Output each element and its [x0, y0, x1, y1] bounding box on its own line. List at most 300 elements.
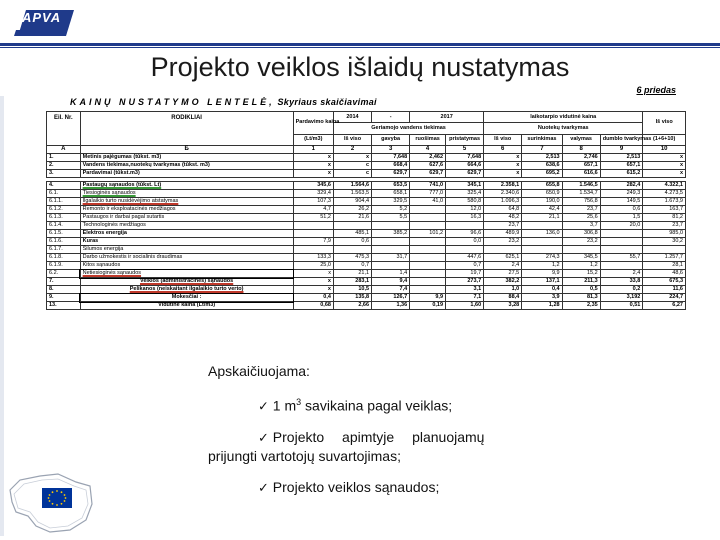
- col-treatment: ruošimas: [410, 134, 446, 145]
- col-total: Iš viso: [333, 134, 371, 145]
- value-cell: 41,0: [410, 198, 446, 206]
- row-label: Šilumos energija: [80, 246, 293, 254]
- value-cell: 30,2: [643, 238, 686, 246]
- value-cell: 5,5: [372, 214, 410, 222]
- value-cell: 985,0: [643, 230, 686, 238]
- index-cell: 7: [522, 146, 562, 154]
- value-cell: [600, 238, 643, 246]
- value-cell: 4.273,5: [643, 190, 686, 198]
- value-cell: 48,6: [643, 270, 686, 278]
- logo-text: APVA: [22, 10, 62, 25]
- value-cell: 7,9: [293, 238, 333, 246]
- value-cell: 741,0: [410, 182, 446, 190]
- index-cell: 1: [293, 146, 333, 154]
- explanation-text: [208, 362, 538, 509]
- value-cell: 695,2: [522, 170, 562, 178]
- row-number: 1.: [47, 154, 81, 162]
- col-indicators: RODIKLIAI: [80, 112, 293, 146]
- value-cell: 1.534,7: [562, 190, 600, 198]
- checkmark-icon: ✓: [258, 479, 269, 495]
- row-number: 6.1.8.: [47, 254, 81, 262]
- row-label: Pastaugų sąnaudos (tūkst. Lt): [80, 182, 293, 190]
- value-cell: [293, 246, 333, 254]
- unit-grand-total: (1+6+10): [643, 134, 686, 145]
- value-cell: [410, 278, 446, 286]
- table-row: [47, 190, 686, 198]
- value-cell: 11,6: [643, 286, 686, 294]
- row-number: 4.: [47, 182, 81, 190]
- value-cell: 0,7: [333, 262, 371, 270]
- value-cell: [522, 246, 562, 254]
- table-row: [47, 230, 686, 238]
- checkmark-icon: ✓: [258, 429, 269, 445]
- value-cell: x: [293, 162, 333, 170]
- table-row: [47, 246, 686, 254]
- value-cell: x: [333, 154, 371, 162]
- value-cell: 7,1: [446, 294, 484, 302]
- value-cell: 3,28: [484, 302, 522, 310]
- row-number: 6.1.4.: [47, 222, 81, 230]
- value-cell: 2,4: [484, 262, 522, 270]
- value-cell: 9,9: [522, 270, 562, 278]
- value-cell: 4.322,1: [643, 182, 686, 190]
- value-cell: [333, 222, 371, 230]
- value-cell: 23,2: [484, 238, 522, 246]
- row-label: Netiesioginės sąnaudos: [80, 270, 293, 278]
- index-cell: 6: [484, 146, 522, 154]
- index-cell: 10: [643, 146, 686, 154]
- row-label: Vandens tiekimas,nuotekų tvarkymas (tūkst. m3): [80, 162, 293, 170]
- col-collection: surinkimas: [522, 134, 562, 145]
- col-grand-total: Iš viso: [643, 112, 686, 135]
- index-cell: 9: [600, 146, 643, 154]
- row-label: Tiesioginės sąnaudos: [80, 190, 293, 198]
- value-cell: 580,8: [446, 198, 484, 206]
- value-cell: 615,2: [600, 170, 643, 178]
- row-label: Ilgalaikio turto nusidėvėjimo atstatymas: [80, 198, 293, 206]
- bullet-2-line1: Projekto apimtyje planuojamų: [272, 428, 485, 445]
- value-cell: 0,51: [600, 302, 643, 310]
- value-cell: 88,4: [484, 294, 522, 302]
- value-cell: 653,5: [372, 182, 410, 190]
- row-label: Pelikanos (neiskaitant ilgalaikio turto verto): [80, 286, 293, 294]
- value-cell: 0,7: [446, 262, 484, 270]
- value-cell: 1,28: [522, 302, 562, 310]
- value-cell: [446, 222, 484, 230]
- value-cell: 1,2: [522, 262, 562, 270]
- group-wastewater: Nuotekų tvarkymas: [484, 123, 643, 134]
- bullet-1-sup: 3: [296, 397, 302, 407]
- value-cell: 136,0: [522, 230, 562, 238]
- col-base-cost: Pardavimo kaina: [293, 112, 333, 135]
- value-cell: 489,9: [484, 230, 522, 238]
- value-cell: 627,6: [410, 162, 446, 170]
- bullet-item-1: [258, 393, 538, 416]
- value-cell: 135,8: [333, 294, 371, 302]
- value-cell: [600, 262, 643, 270]
- row-label: Mokesčiai :: [80, 294, 293, 302]
- table-row: [47, 254, 686, 262]
- index-cell: 2: [333, 146, 371, 154]
- value-cell: 2.340,6: [484, 190, 522, 198]
- row-label: Technologinės medžiagos: [80, 222, 293, 230]
- index-cell: 8: [562, 146, 600, 154]
- value-cell: [410, 222, 446, 230]
- value-cell: [484, 246, 522, 254]
- value-cell: 0,68: [293, 302, 333, 310]
- row-label: Kitos sąnaudos: [80, 262, 293, 270]
- value-cell: [410, 254, 446, 262]
- value-cell: 42,4: [522, 206, 562, 214]
- value-cell: 616,6: [562, 170, 600, 178]
- table-head: [47, 112, 686, 146]
- value-cell: 101,2: [410, 230, 446, 238]
- value-cell: 249,3: [600, 190, 643, 198]
- row-number: 6.1.5.: [47, 230, 81, 238]
- value-cell: 9,4: [372, 278, 410, 286]
- value-cell: 0,4: [293, 294, 333, 302]
- index-row: [47, 146, 686, 154]
- value-cell: 28,1: [643, 262, 686, 270]
- value-cell: [562, 246, 600, 254]
- row-number: 2.: [47, 162, 81, 170]
- table-row: [47, 238, 686, 246]
- index-cell: Б: [80, 146, 293, 154]
- bullet-1-pre: 1 m: [272, 397, 297, 414]
- value-cell: 625,1: [484, 254, 522, 262]
- table-row: [47, 214, 686, 222]
- value-cell: x: [293, 270, 333, 278]
- value-cell: 273,7: [446, 278, 484, 286]
- value-cell: 629,7: [372, 170, 410, 178]
- value-cell: 2,66: [333, 302, 371, 310]
- value-cell: 664,6: [446, 162, 484, 170]
- value-cell: 7,4: [372, 286, 410, 294]
- value-cell: 51,2: [293, 214, 333, 222]
- col-production: gavyba: [372, 134, 410, 145]
- value-cell: 0,6: [333, 238, 371, 246]
- row-label: Veiklos (administracinės) sąnaudos: [80, 278, 293, 286]
- row-number: 6.2.: [47, 270, 81, 278]
- price-table: [46, 111, 686, 310]
- value-cell: 1,0: [484, 286, 522, 294]
- value-cell: 137,1: [522, 278, 562, 286]
- value-cell: 81,3: [562, 294, 600, 302]
- value-cell: 19,7: [446, 270, 484, 278]
- value-cell: [333, 246, 371, 254]
- value-cell: [372, 238, 410, 246]
- col-delivery: pristatymas: [446, 134, 484, 145]
- value-cell: 657,1: [562, 162, 600, 170]
- value-cell: 133,3: [293, 254, 333, 262]
- value-cell: 2,462: [410, 154, 446, 162]
- value-cell: 447,6: [446, 254, 484, 262]
- value-cell: 23,7: [643, 222, 686, 230]
- row-number: 6.1.1.: [47, 198, 81, 206]
- value-cell: 3,192: [600, 294, 643, 302]
- value-cell: 283,1: [333, 278, 371, 286]
- value-cell: 0,5: [562, 286, 600, 294]
- value-cell: 756,8: [562, 198, 600, 206]
- value-cell: 1,36: [372, 302, 410, 310]
- value-cell: [446, 246, 484, 254]
- row-number: 6.1.9.: [47, 262, 81, 270]
- annex-label: 6 priedas: [636, 85, 676, 95]
- header-stripe-thin: [0, 47, 720, 48]
- lithuania-map-eu-flag: [6, 470, 96, 536]
- bullet-item-2: [208, 428, 538, 466]
- table-row: [47, 278, 686, 286]
- value-cell: [410, 262, 446, 270]
- value-cell: c: [333, 170, 371, 178]
- row-label: Pastaugos ir darbai pagal sutartis: [80, 214, 293, 222]
- index-cell: 5: [446, 146, 484, 154]
- value-cell: x: [293, 154, 333, 162]
- value-cell: 149,5: [600, 198, 643, 206]
- value-cell: x: [484, 162, 522, 170]
- value-cell: [372, 222, 410, 230]
- value-cell: [410, 270, 446, 278]
- row-label: Remonto ir eksploatacinės medžiagos: [80, 206, 293, 214]
- value-cell: 96,6: [446, 230, 484, 238]
- table-row: [47, 182, 686, 190]
- value-cell: [293, 230, 333, 238]
- value-cell: 20,0: [600, 222, 643, 230]
- value-cell: 27,5: [484, 270, 522, 278]
- value-cell: 1.673,9: [643, 198, 686, 206]
- table-row: [47, 198, 686, 206]
- value-cell: 31,7: [372, 254, 410, 262]
- table-row: [47, 262, 686, 270]
- value-cell: 0,4: [522, 286, 562, 294]
- value-cell: 2,35: [562, 302, 600, 310]
- value-cell: 23,2: [562, 238, 600, 246]
- value-cell: 1.257,7: [643, 254, 686, 262]
- col-period-avg: laikotarpio vidutinė kaina: [484, 112, 643, 123]
- bullet-item-3: [258, 478, 538, 497]
- value-cell: [372, 262, 410, 270]
- bullet-1-post: savikaina pagal veiklas;: [301, 397, 453, 414]
- value-cell: 1,5: [600, 214, 643, 222]
- value-cell: 81,2: [643, 214, 686, 222]
- value-cell: c: [333, 162, 371, 170]
- table-body: [47, 146, 686, 310]
- value-cell: 25,6: [562, 214, 600, 222]
- table-row: [47, 222, 686, 230]
- table-row: [47, 294, 686, 302]
- table-title-main: KAINŲ NUSTATYMO LENTELĖ,: [70, 97, 275, 107]
- value-cell: 345,5: [562, 254, 600, 262]
- value-cell: [410, 286, 446, 294]
- value-cell: x: [484, 154, 522, 162]
- value-cell: 904,4: [333, 198, 371, 206]
- value-cell: x: [643, 162, 686, 170]
- value-cell: 2,746: [562, 154, 600, 162]
- value-cell: 25,0: [293, 262, 333, 270]
- value-cell: 0,2: [600, 286, 643, 294]
- value-cell: 629,7: [410, 170, 446, 178]
- row-label: Kuras: [80, 238, 293, 246]
- value-cell: 1,4: [372, 270, 410, 278]
- value-cell: 650,9: [522, 190, 562, 198]
- value-cell: 345,1: [446, 182, 484, 190]
- value-cell: 658,1: [372, 190, 410, 198]
- value-cell: 5,2: [372, 206, 410, 214]
- value-cell: 21,1: [333, 270, 371, 278]
- value-cell: 668,4: [372, 162, 410, 170]
- row-number: 9.: [47, 294, 81, 302]
- value-cell: 33,8: [600, 278, 643, 286]
- value-cell: 7,648: [446, 154, 484, 162]
- slide-title: Projekto veiklos išlaidų nustatymas: [150, 52, 570, 82]
- row-label: Pardavimai (tūkst.m3): [80, 170, 293, 178]
- value-cell: 4,7: [293, 206, 333, 214]
- value-cell: 21,1: [522, 214, 562, 222]
- value-cell: 329,4: [293, 190, 333, 198]
- value-cell: 21,6: [333, 214, 371, 222]
- value-cell: [600, 246, 643, 254]
- table-row: [47, 162, 686, 170]
- value-cell: 10,5: [333, 286, 371, 294]
- value-cell: 3,7: [562, 222, 600, 230]
- value-cell: [410, 206, 446, 214]
- value-cell: 224,7: [643, 294, 686, 302]
- value-cell: x: [643, 154, 686, 162]
- index-cell: A: [47, 146, 81, 154]
- table-title: [70, 97, 377, 107]
- value-cell: x: [293, 278, 333, 286]
- bullet-2-line2: prijungti vartotojų suvartojimas;: [208, 447, 401, 464]
- value-cell: [600, 230, 643, 238]
- intro-line: Apskaičiuojama:: [208, 363, 310, 379]
- bullet-3-text: Projekto veiklos sąnaudos;: [272, 478, 440, 495]
- value-cell: 0,6: [600, 206, 643, 214]
- row-number: 6.1.7.: [47, 246, 81, 254]
- row-label: Vidutinė kaina (Lt/m3): [80, 302, 293, 310]
- value-cell: 306,8: [562, 230, 600, 238]
- value-cell: 485,1: [333, 230, 371, 238]
- value-cell: 655,8: [522, 182, 562, 190]
- value-cell: 2,513: [522, 154, 562, 162]
- table-title-sub: Skyriaus skaičiavimai: [277, 97, 377, 107]
- value-cell: 64,8: [484, 206, 522, 214]
- row-label: Elektros energija: [80, 230, 293, 238]
- value-cell: 1.096,3: [484, 198, 522, 206]
- value-cell: [293, 222, 333, 230]
- value-cell: 1.563,5: [333, 190, 371, 198]
- value-cell: x: [643, 170, 686, 178]
- value-cell: 9,9: [410, 294, 446, 302]
- checkmark-icon: ✓: [258, 398, 269, 414]
- col-total2: Iš viso: [484, 134, 522, 145]
- index-cell: 4: [410, 146, 446, 154]
- value-cell: [522, 222, 562, 230]
- col-dash: -: [372, 112, 410, 123]
- value-cell: 3,1: [446, 286, 484, 294]
- value-cell: 107,3: [293, 198, 333, 206]
- table-row: [47, 286, 686, 294]
- col-no: Eil. Nr.: [47, 112, 81, 146]
- col-sludge: dumblo tvarkymas: [600, 134, 643, 145]
- value-cell: 26,2: [333, 206, 371, 214]
- value-cell: 777,0: [410, 190, 446, 198]
- value-cell: 55,7: [600, 254, 643, 262]
- table-row: [47, 154, 686, 162]
- table-row: [47, 170, 686, 178]
- value-cell: [372, 246, 410, 254]
- value-cell: 190,0: [522, 198, 562, 206]
- value-cell: 0,19: [410, 302, 446, 310]
- value-cell: x: [293, 170, 333, 178]
- group-drinking-water: Geriamojo vandens tiekimas: [333, 123, 483, 134]
- value-cell: 163,7: [643, 206, 686, 214]
- value-cell: 638,6: [522, 162, 562, 170]
- value-cell: x: [293, 286, 333, 294]
- value-cell: 15,2: [562, 270, 600, 278]
- col-cleaning: valymas: [562, 134, 600, 145]
- value-cell: 48,2: [484, 214, 522, 222]
- value-cell: 282,4: [600, 182, 643, 190]
- value-cell: 385,2: [372, 230, 410, 238]
- col-year-2014: 2014: [333, 112, 371, 123]
- row-number: 8.: [47, 286, 81, 294]
- value-cell: 3,9: [522, 294, 562, 302]
- value-cell: [410, 214, 446, 222]
- value-cell: 2.358,1: [484, 182, 522, 190]
- value-cell: 675,3: [643, 278, 686, 286]
- index-cell: 3: [372, 146, 410, 154]
- table-row: [47, 206, 686, 214]
- value-cell: [643, 246, 686, 254]
- row-number: 7.: [47, 278, 81, 286]
- row-number: 6.1.6.: [47, 238, 81, 246]
- value-cell: 382,2: [484, 278, 522, 286]
- value-cell: 657,1: [600, 162, 643, 170]
- value-cell: 0,0: [446, 238, 484, 246]
- value-cell: 2,4: [600, 270, 643, 278]
- row-label: Metinis pajėgumas (tūkst. m3): [80, 154, 293, 162]
- value-cell: [522, 238, 562, 246]
- value-cell: 126,7: [372, 294, 410, 302]
- value-cell: 1.546,5: [562, 182, 600, 190]
- value-cell: 1,60: [446, 302, 484, 310]
- value-cell: 629,7: [446, 170, 484, 178]
- table-row: [47, 302, 686, 310]
- row-label: Darbo užmokestis ir socialinis draudimas: [80, 254, 293, 262]
- value-cell: 16,3: [446, 214, 484, 222]
- value-cell: 325,4: [446, 190, 484, 198]
- value-cell: 329,5: [372, 198, 410, 206]
- value-cell: 1.564,6: [333, 182, 371, 190]
- row-number: 13.: [47, 302, 81, 310]
- value-cell: 274,3: [522, 254, 562, 262]
- value-cell: 7,648: [372, 154, 410, 162]
- value-cell: x: [484, 170, 522, 178]
- value-cell: [410, 238, 446, 246]
- row-number: 3.: [47, 170, 81, 178]
- row-number: 6.1.3.: [47, 214, 81, 222]
- value-cell: 1,2: [562, 262, 600, 270]
- value-cell: 23,7: [484, 222, 522, 230]
- header-stripe: [0, 43, 720, 46]
- value-cell: 23,7: [562, 206, 600, 214]
- value-cell: 2,513: [600, 154, 643, 162]
- value-cell: 6,27: [643, 302, 686, 310]
- value-cell: [410, 246, 446, 254]
- table-row: [47, 270, 686, 278]
- value-cell: 345,6: [293, 182, 333, 190]
- row-number: 6.1.2.: [47, 206, 81, 214]
